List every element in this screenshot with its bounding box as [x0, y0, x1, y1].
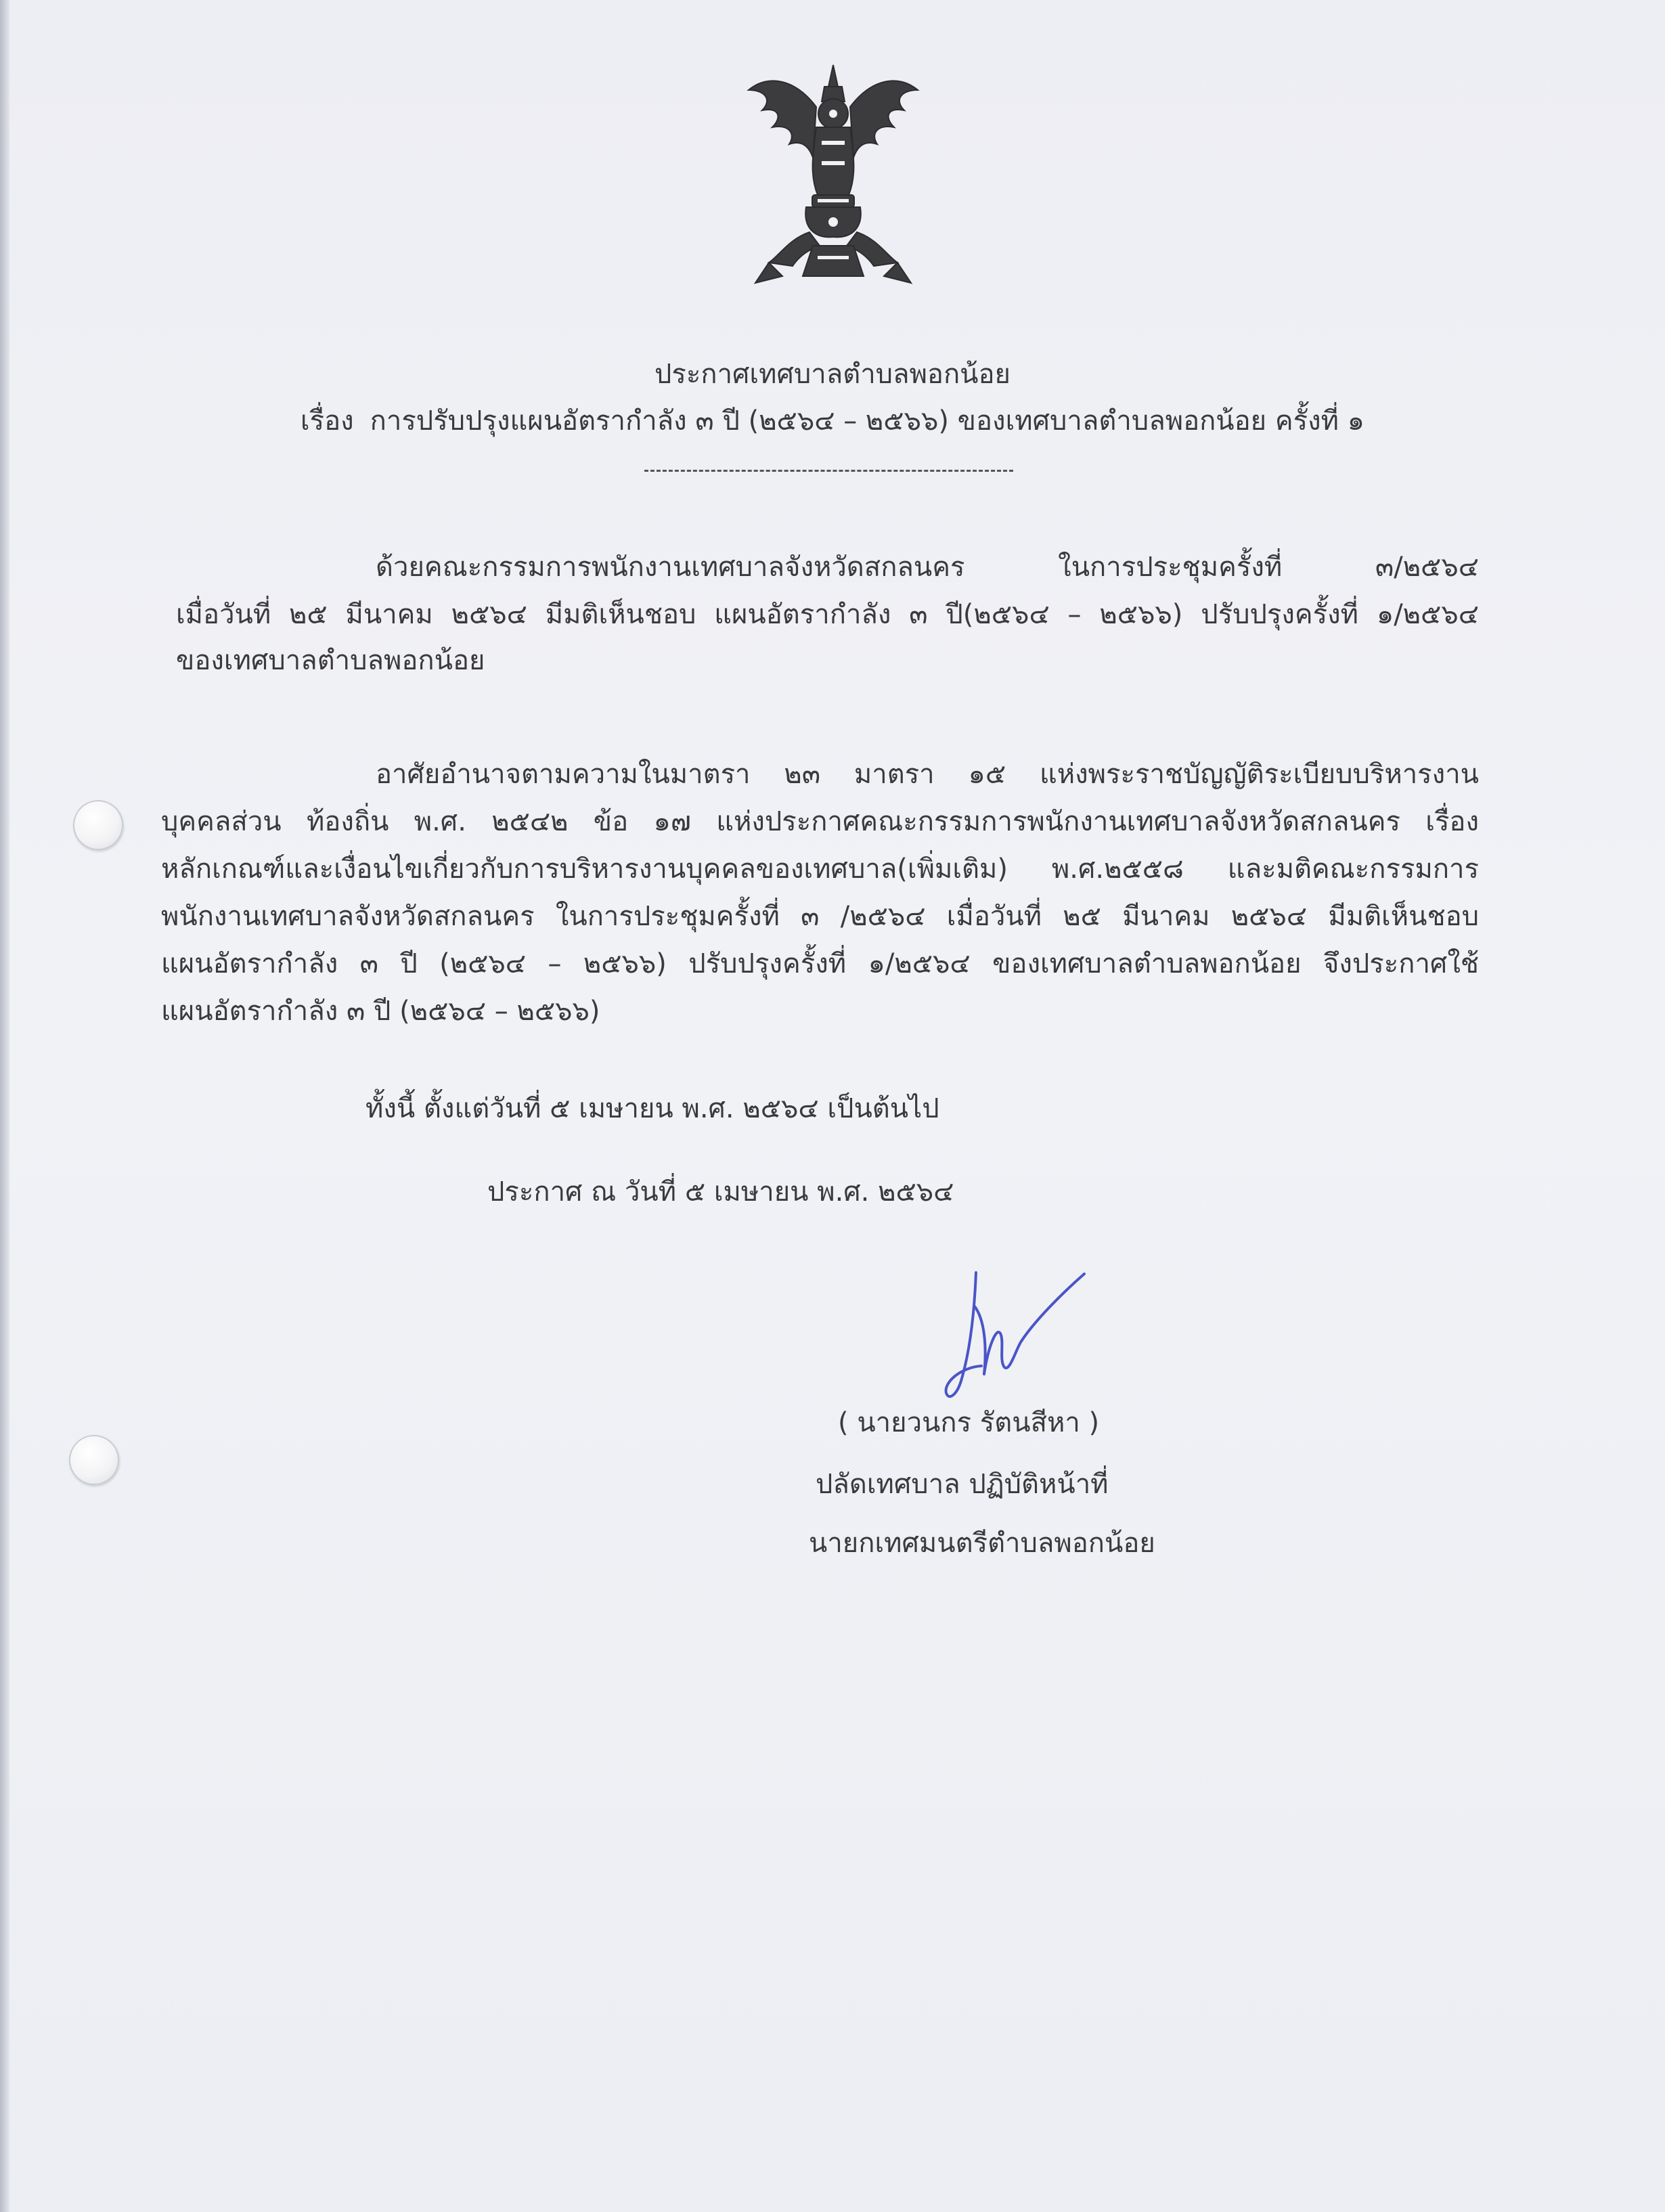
garuda-emblem-icon [742, 60, 925, 290]
signatory-name: ( นายวนกร รัตนสีหา ) [838, 1407, 1100, 1438]
paragraph2-line3: หลักเกณฑ์และเงื่อนไขเกี่ยวกับการบริหารงานบุคคลของเทศบาล(เพิ่มเติม) พ.ศ.๒๕๕๘ และมติคณะกรรมการ [161, 854, 1479, 885]
paragraph1-line2: เมื่อวันที่ ๒๕ มีนาคม ๒๕๖๔ มีมติเห็นชอบ แผนอัตรากำลัง ๓ ปี(๒๕๖๔ – ๒๕๖๖) ปรับปรุงครั้งที่ ๑/๒๕๖๔ [176, 599, 1479, 630]
effective-date: ทั้งนี้ ตั้งแต่วันที่ ๕ เมษายน พ.ศ. ๒๕๖๔ เป็นต้นไป [365, 1093, 939, 1124]
paragraph1-line3: ของเทศบาลตำบลพอกน้อย [176, 645, 485, 676]
paragraph2-line4: พนักงานเทศบาลจังหวัดสกลนคร ในการประชุมครั้งที่ ๓ /๒๕๖๔ เมื่อวันที่ ๒๕ มีนาคม ๒๕๖๔ มีมติเห็นชอบ [161, 901, 1479, 932]
subject-label: เรื่อง [300, 405, 354, 437]
title-divider [644, 470, 1013, 472]
paragraph2-line1: อาศัยอำนาจตามความในมาตรา ๒๓ มาตรา ๑๕ แห่งพระราชบัญญัติระเบียบบริหารงาน [376, 759, 1479, 790]
announcement-subject [0, 402, 1665, 440]
signatory-position: ปลัดเทศบาล ปฏิบัติหน้าที่ [816, 1469, 1109, 1500]
announcement-title: ประกาศเทศบาลตำบลพอกน้อย [654, 359, 1011, 390]
paper-edge [0, 0, 9, 2212]
subject-text: การปรับปรุงแผนอัตรากำลัง ๓ ปี (๒๕๖๔ – ๒๕๖๖) ของเทศบาลตำบลพอกน้อย ครั้งที่ ๑ [370, 405, 1365, 437]
paragraph2-line5: แผนอัตรากำลัง ๓ ปี (๒๕๖๔ – ๒๕๖๖) ปรับปรุงครั้งที่ ๑/๒๕๖๔ ของเทศบาลตำบลพอกน้อย จึงประกาศใช้ [161, 948, 1479, 979]
paragraph1-line1: ด้วยคณะกรรมการพนักงานเทศบาลจังหวัดสกลนคร ในการประชุมครั้งที่ ๓/๒๕๖๔ [376, 552, 1479, 583]
signatory-office: นายกเทศมนตรีตำบลพอกน้อย [809, 1528, 1155, 1559]
punch-hole [69, 1435, 119, 1485]
paragraph2-line6: แผนอัตรากำลัง ๓ ปี (๒๕๖๔ – ๒๕๖๖) [161, 996, 600, 1027]
paragraph2-line2: บุคคลส่วน ท้องถิ่น พ.ศ. ๒๕๔๒ ข้อ ๑๗ แห่งประกาศคณะกรรมการพนักงานเทศบาลจังหวัดสกลนคร เรื่อง [161, 806, 1479, 837]
announcement-date: ประกาศ ณ วันที่ ๕ เมษายน พ.ศ. ๒๕๖๔ [487, 1176, 954, 1208]
punch-hole [73, 800, 123, 850]
handwritten-signature [934, 1266, 1096, 1421]
